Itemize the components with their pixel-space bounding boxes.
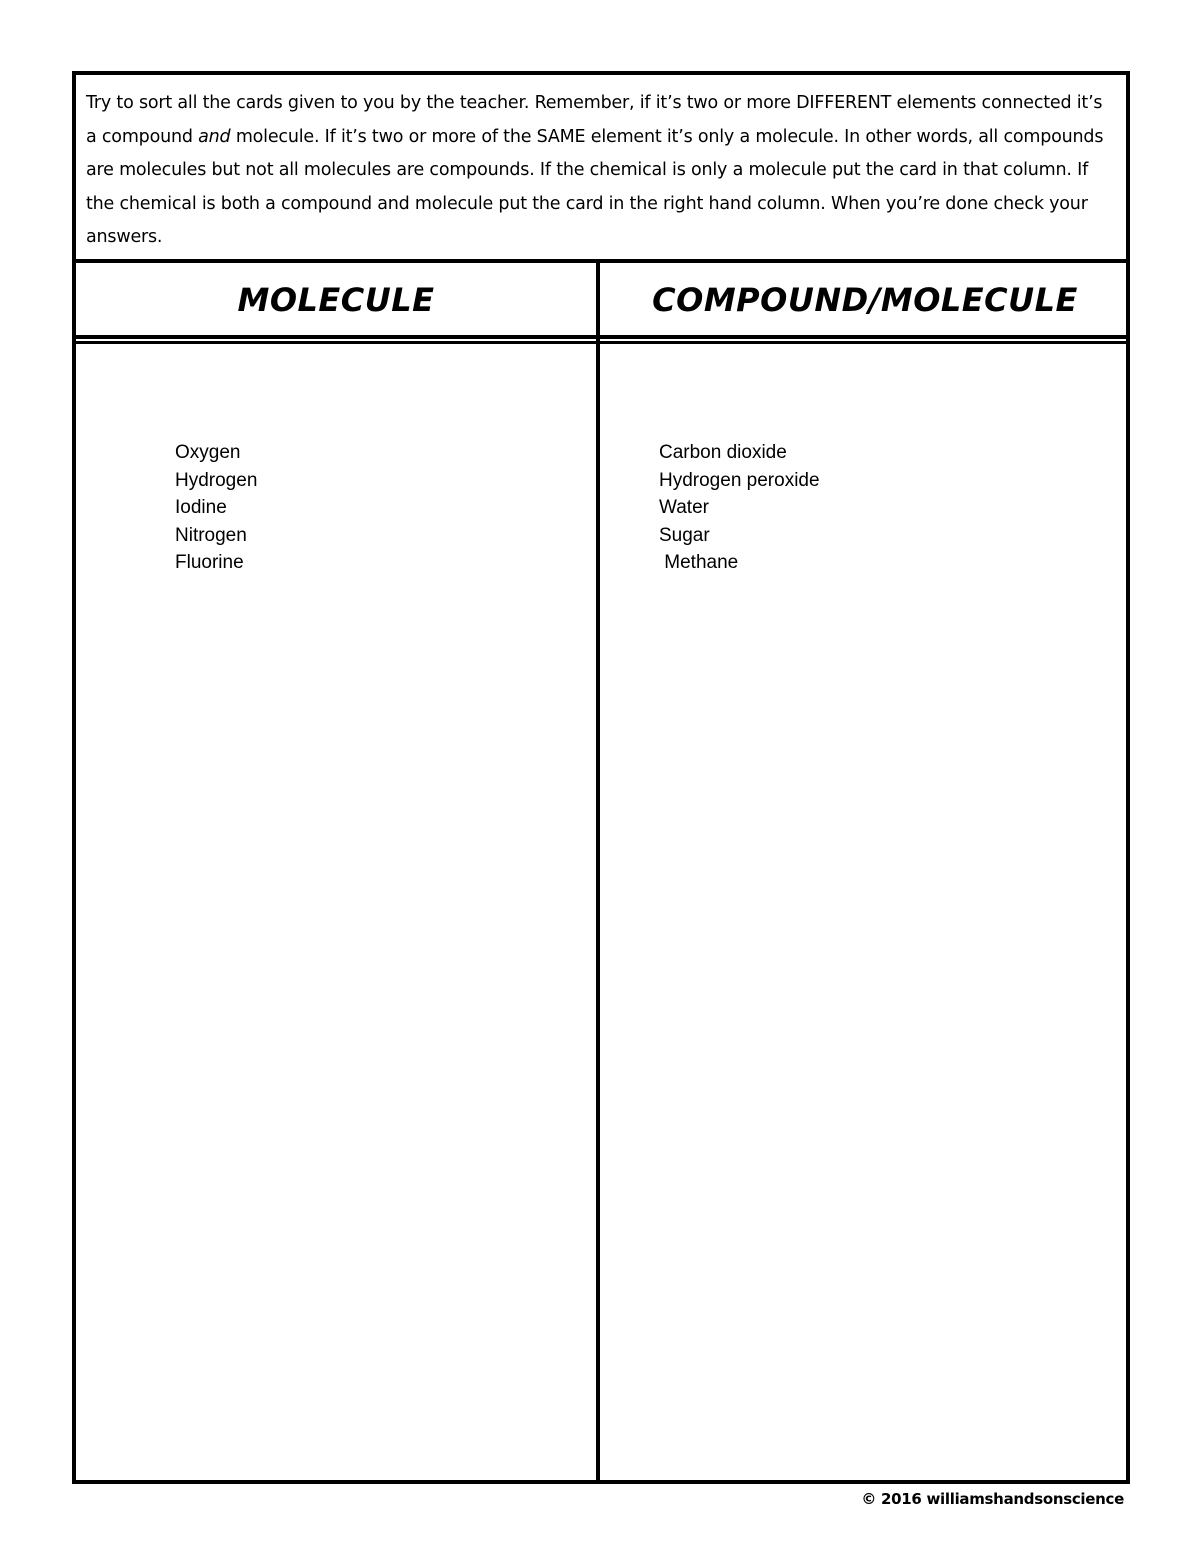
molecule-list bbox=[175, 439, 257, 577]
list-item: Iodine bbox=[175, 497, 227, 518]
header-divider bbox=[76, 335, 1126, 339]
copyright-footer: © 2016 williamshandsonscience bbox=[861, 1490, 1124, 1508]
instructions-part-2: molecule. If it’s two or more of the SAME element it’s only a molecule. In other words, all compounds are molecules but not all molecules are compounds. If the chemical is only a molecule put the card in that column. If the chemical is both a compound and molecule put the card in the right hand column. When you’re done check your answers. bbox=[86, 126, 1104, 248]
list-item: Methane bbox=[659, 552, 739, 573]
list-item: Fluorine bbox=[175, 552, 244, 573]
compound-molecule-list bbox=[659, 439, 820, 577]
list-item: Water bbox=[659, 497, 709, 518]
list-item: Carbon dioxide bbox=[659, 442, 787, 463]
instructions-text bbox=[76, 75, 1126, 260]
compound-molecule-column-heading: COMPOUND/MOLECULE bbox=[652, 280, 1078, 319]
header-divider-inner bbox=[76, 341, 1126, 344]
sorting-worksheet bbox=[72, 71, 1130, 1484]
column-divider bbox=[596, 263, 600, 1484]
molecule-column-heading: MOLECULE bbox=[237, 280, 435, 319]
list-item: Hydrogen peroxide bbox=[659, 469, 820, 491]
list-item: Sugar bbox=[659, 524, 710, 546]
list-item: Hydrogen bbox=[175, 469, 258, 491]
list-item: Oxygen bbox=[175, 442, 241, 463]
instructions-part-1: Try to sort all the cards given to you by the teacher. Remember, if it’s two or more DIFFERENT elements connected it’s a compound bbox=[86, 93, 1103, 147]
list-item: Nitrogen bbox=[175, 524, 247, 546]
instructions-emphasis: and bbox=[198, 126, 231, 147]
column-header-row bbox=[76, 263, 1126, 336]
